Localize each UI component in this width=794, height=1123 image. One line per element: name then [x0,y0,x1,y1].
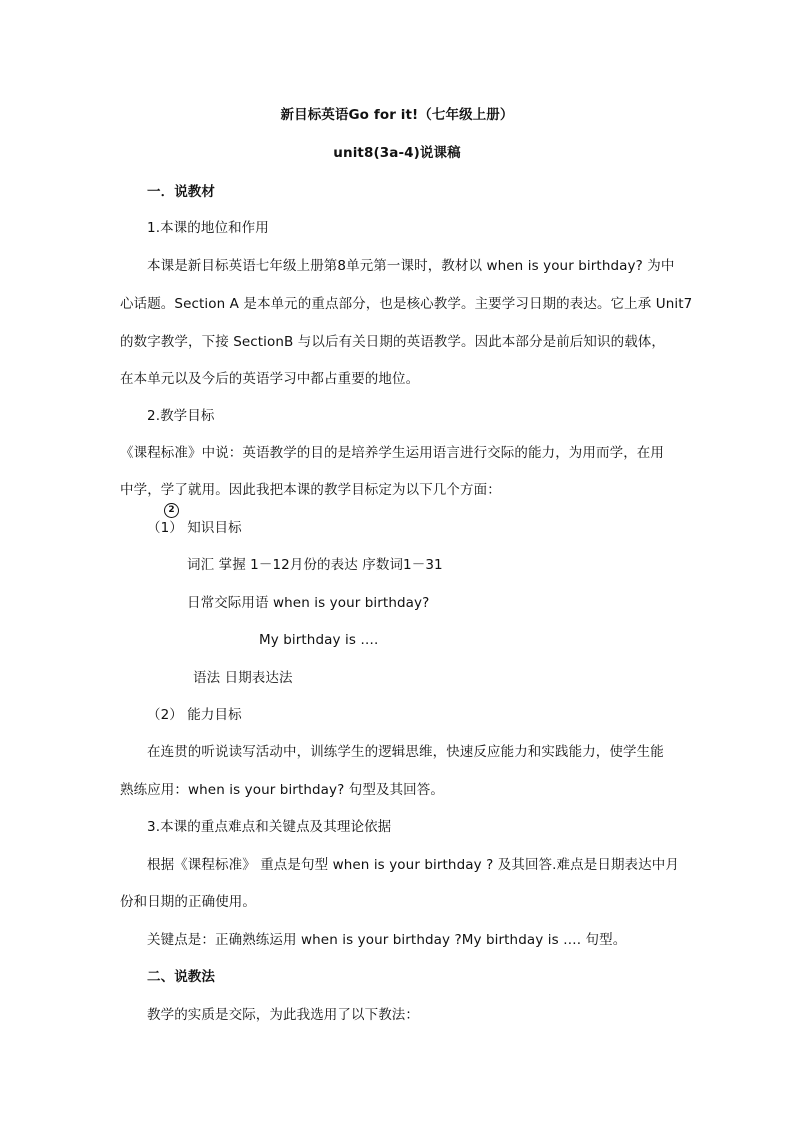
document-subtitle: unit8(3a-4)说课稿 [333,145,461,161]
paragraph-3-line-1: 在连贯的听说读写活动中，训练学生的逻辑思维，快速反应能力和实践能力，使学生能 [147,744,664,760]
vocabulary-line: 词汇 掌握 1－12月份的表达 序数词1－31 [187,557,443,573]
goal-2-heading: （2） 能力目标 [147,707,242,723]
circled-number-mark: 2 [164,503,179,518]
paragraph-4-line-1: 根据《课程标准》 重点是句型 when is your birthday ? 及其回答.难点是日期表达中月 [147,857,679,873]
document-title: 新目标英语Go for it!（七年级上册） [280,107,514,123]
daily-phrase-answer-line: My birthday is …. [259,632,379,648]
paragraph-1-line-1: 本课是新目标英语七年级上册第8单元第一课时，教材以 when is your birthday? 为中 [147,258,675,274]
paragraph-4-line-2: 份和日期的正确使用。 [120,894,256,910]
paragraph-2-line-2: 中学，学了就用。因此我把本课的教学目标定为以下几个方面： [120,482,501,498]
subsection-1-2-heading: 2.教学目标 [147,408,215,424]
section-1-heading: 一．说教材 [147,184,215,200]
paragraph-1-line-4: 在本单元以及今后的英语学习中都占重要的地位。 [120,371,420,387]
paragraph-6: 教学的实质是交际，为此我选用了以下教法： [147,1007,419,1023]
paragraph-1-line-3: 的数字教学，下接 SectionB 与以后有关日期的英语教学。因此本部分是前后知识的载体， [120,334,665,350]
subsection-1-1-heading: 1.本课的地位和作用 [147,220,269,236]
section-2-heading: 二、说教法 [147,969,215,985]
paragraph-3-line-2: 熟练应用：when is your birthday? 句型及其回答。 [120,782,444,798]
grammar-line: 语法 日期表达法 [193,670,293,686]
paragraph-2-line-1: 《课程标准》中说：英语教学的目的是培养学生运用语言进行交际的能力，为用而学，在用 [120,445,664,461]
subsection-1-3-heading: 3.本课的重点难点和关键点及其理论依据 [147,819,392,835]
paragraph-1-line-2: 心话题。Section A 是本单元的重点部分，也是核心教学。主要学习日期的表达。它上承 Unit7 [120,296,693,312]
goal-1-heading: （1） 知识目标 [147,520,242,536]
paragraph-5: 关键点是：正确熟练运用 when is your birthday ?My birthday is …. 句型。 [147,932,627,948]
daily-phrase-line: 日常交际用语 when is your birthday? [187,595,430,611]
